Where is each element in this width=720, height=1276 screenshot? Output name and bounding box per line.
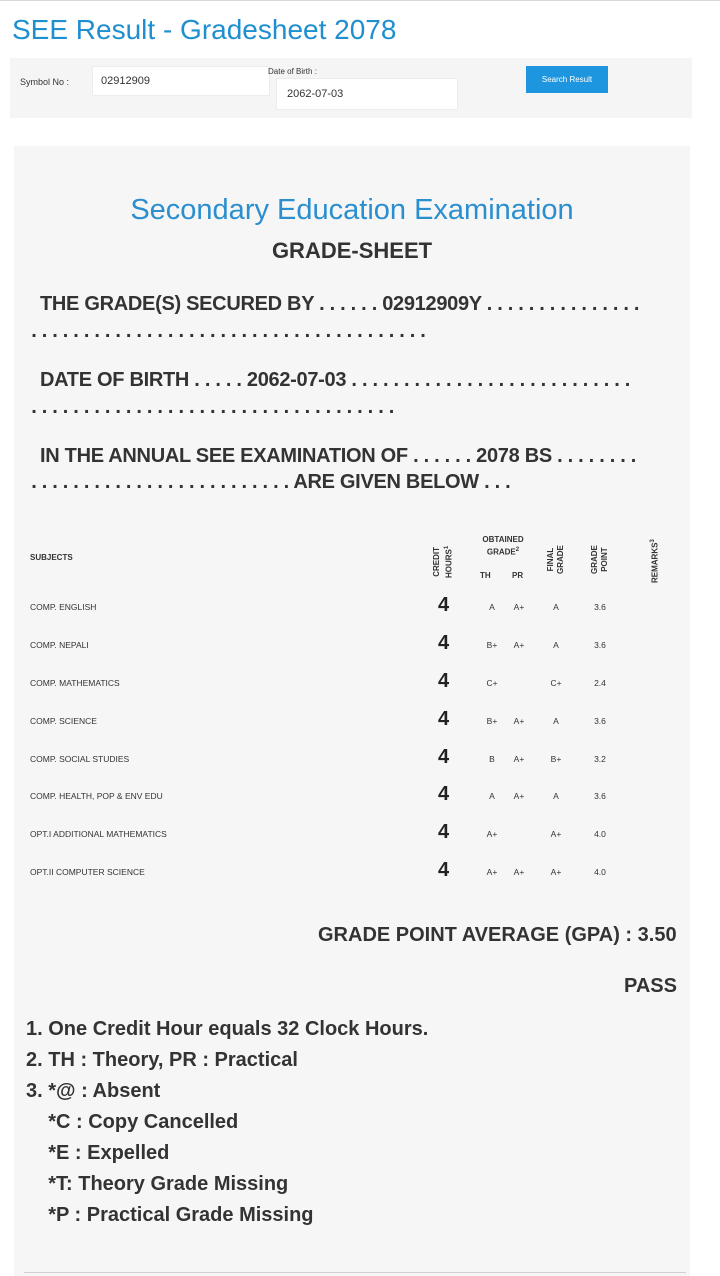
credit-hours: 4: [438, 632, 450, 654]
subject-name: COMP. HEALTH, POP & ENV EDU: [30, 791, 163, 801]
exam-title: Secondary Education Examination: [130, 194, 574, 226]
practical-grade: A+: [513, 602, 525, 612]
final-grade: A: [553, 602, 559, 612]
table-row: [14, 670, 690, 716]
date-of-birth-label: Date of Birth :: [268, 67, 317, 76]
grade-point: 3.6: [594, 602, 606, 612]
final-grade: A: [553, 791, 559, 801]
symbol-number-input[interactable]: 02912909: [92, 66, 270, 96]
final-grade: A: [553, 716, 559, 726]
table-row: [14, 821, 690, 867]
credit-hours: 4: [438, 708, 450, 730]
secured-by-dots: . . . . . . . . . . . . . . . . . . . . . . . . . . . . . . . . . . . . . .: [26, 320, 426, 342]
grade-point: 4.0: [594, 829, 606, 839]
theory-grade: A: [489, 791, 495, 801]
result-status: PASS: [624, 975, 677, 997]
theory-grade: B+: [486, 716, 498, 726]
grade-sheet-title: GRADE-SHEET: [271, 238, 433, 263]
subject-name: COMP. MATHEMATICS: [30, 678, 120, 688]
grade-point: 3.6: [594, 716, 606, 726]
bottom-divider: [24, 1272, 686, 1273]
symbol-number-label: Symbol No :: [20, 77, 70, 87]
table-row: [14, 632, 690, 678]
practical-grade: A+: [513, 791, 525, 801]
credit-hours: 4: [438, 783, 450, 805]
top-divider: [0, 0, 720, 1]
final-grade: C+: [550, 678, 562, 688]
final-grade: A+: [550, 867, 562, 877]
subjects-header: SUBJECTS: [30, 553, 73, 562]
pr-header: PR: [512, 571, 524, 580]
obtained-grade-header: OBTAINED GRADE$^2$: [482, 535, 524, 557]
credit-hours-header: CREDIT HOURS$^1$: [432, 545, 454, 578]
theory-grade: A+: [486, 829, 498, 839]
final-grade: B+: [550, 754, 562, 764]
table-row: [14, 859, 690, 905]
footnote-item: 2. TH : Theory, PR : Practical: [26, 1049, 298, 1071]
grade-point-header: GRADE POINT: [590, 545, 609, 574]
grade-point: 3.2: [594, 754, 606, 764]
secured-by-line: THE GRADE(S) SECURED BY . . . . . . 02912909Y . . . . . . . . . . . . . . .: [40, 293, 640, 315]
date-of-birth-dots: . . . . . . . . . . . . . . . . . . . . . . . . . . . . . . . . . . .: [26, 396, 394, 418]
search-result-button[interactable]: Search Result: [526, 66, 608, 93]
th-header: TH: [480, 571, 491, 580]
exam-line: IN THE ANNUAL SEE EXAMINATION OF . . . . . . 2078 BS . . . . . . . .: [40, 445, 636, 467]
grade-point: 3.6: [594, 640, 606, 650]
credit-hours: 4: [438, 594, 450, 616]
date-of-birth-input[interactable]: 2062-07-03: [276, 78, 458, 110]
grade-sheet: [14, 146, 690, 1276]
subject-name: OPT.I ADDITIONAL MATHEMATICS: [30, 829, 167, 839]
subject-name: COMP. SOCIAL STUDIES: [30, 754, 130, 764]
footnote-item: *P : Practical Grade Missing: [26, 1204, 314, 1226]
subject-name: COMP. SCIENCE: [30, 716, 97, 726]
footnotes: [26, 1014, 428, 1231]
final-grade: A: [553, 640, 559, 650]
final-grade: A+: [550, 829, 562, 839]
footnote-item: *C : Copy Cancelled: [26, 1111, 239, 1133]
credit-hours: 4: [438, 670, 450, 692]
theory-grade: B+: [486, 640, 498, 650]
footnote-item: *T: Theory Grade Missing: [26, 1173, 289, 1195]
credit-hours: 4: [438, 746, 450, 768]
final-grade-header: FINAL GRADE: [546, 545, 565, 574]
exam-line-continued: . . . . . . . . . . . . . . . . . . . . . . . . . ARE GIVEN BELOW . . .: [26, 471, 511, 493]
practical-grade: A+: [513, 754, 525, 764]
credit-hours: 4: [438, 859, 450, 881]
theory-grade: A+: [486, 867, 498, 877]
credit-hours: 4: [438, 821, 450, 843]
practical-grade: A+: [513, 640, 525, 650]
grade-point: 2.4: [594, 678, 606, 688]
subject-name: OPT.II COMPUTER SCIENCE: [30, 867, 145, 877]
table-row: [14, 708, 690, 754]
theory-grade: B: [489, 754, 495, 764]
table-row: [14, 783, 690, 829]
subject-name: COMP. ENGLISH: [30, 602, 97, 612]
date-of-birth-line: DATE OF BIRTH . . . . . 2062-07-03 . . . . . . . . . . . . . . . . . . . . . . . . . . .: [40, 369, 631, 391]
practical-grade: A+: [513, 867, 525, 877]
remarks-header: REMARKS$^3$: [650, 539, 660, 583]
practical-grade: A+: [513, 716, 525, 726]
footnote-item: 3. *@ : Absent: [26, 1080, 161, 1102]
page-title: SEE Result - Gradesheet 2078: [12, 14, 397, 45]
grade-point: 3.6: [594, 791, 606, 801]
search-form: [10, 58, 692, 118]
theory-grade: C+: [486, 678, 498, 688]
footnote-item: *E : Expelled: [26, 1142, 170, 1164]
gpa-summary: GRADE POINT AVERAGE (GPA) : 3.50: [318, 924, 677, 946]
footnote-item: 1. One Credit Hour equals 32 Clock Hours.: [26, 1018, 429, 1040]
grade-point: 4.0: [594, 867, 606, 877]
table-row: [14, 746, 690, 792]
table-row: [14, 594, 690, 640]
theory-grade: A: [489, 602, 495, 612]
subject-name: COMP. NEPALI: [30, 640, 89, 650]
